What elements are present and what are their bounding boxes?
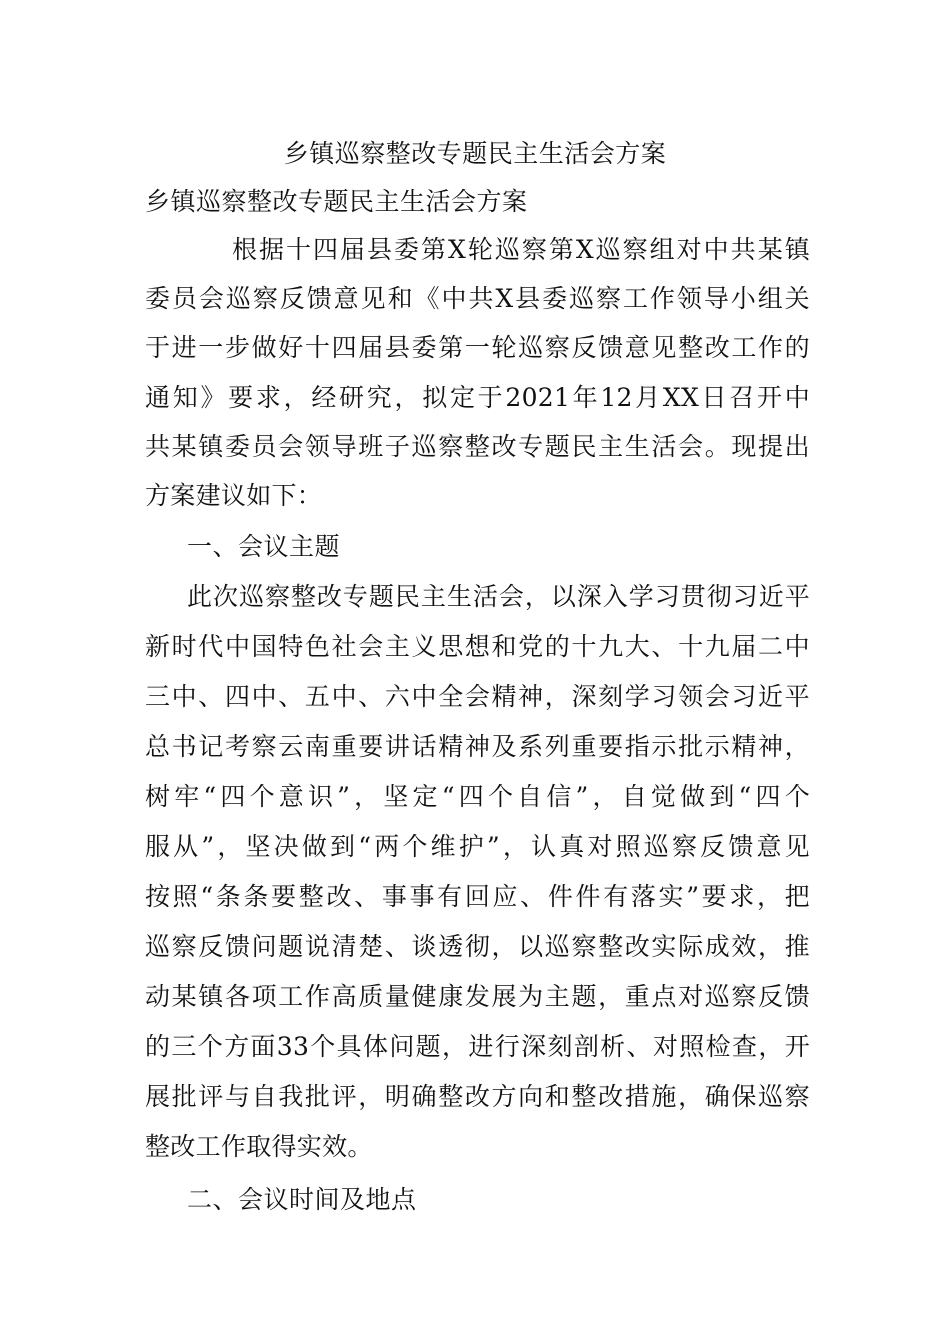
intro-line: 通知》要求，经研究，拟定于2021年12月XX日召开中 (145, 383, 810, 412)
section-heading-theme: 一、会议主题 (187, 532, 341, 561)
section1-line: 巡察反馈问题说清楚、谈透彻，以巡察整改实际成效，推 (145, 932, 810, 961)
section1-line: 新时代中国特色社会主义思想和党的十九大、十九届二中 (145, 632, 810, 661)
intro-line: 方案建议如下： (145, 481, 323, 510)
intro-line: 根据十四届县委第X轮巡察第X巡察组对中共某镇 (232, 235, 810, 264)
document-title: 乡镇巡察整改专题民主生活会方案 (283, 139, 667, 168)
section1-line: 整改工作取得实效。 (145, 1132, 373, 1161)
intro-line: 委员会巡察反馈意见和《中共X县委巡察工作领导小组关 (145, 284, 810, 313)
section1-line: 动某镇各项工作高质量健康发展为主题，重点对巡察反馈 (145, 982, 810, 1011)
intro-line: 于进一步做好十四届县委第一轮巡察反馈意见整改工作的 (145, 333, 810, 362)
section1-line: 按照“条条要整改、事事有回应、件件有落实”要求，把 (145, 882, 810, 911)
document-subtitle: 乡镇巡察整改专题民主生活会方案 (145, 187, 528, 216)
section1-line: 服从”，坚决做到“两个维护”，认真对照巡察反馈意见 (145, 832, 810, 861)
section1-line: 的三个方面33个具体问题，进行深刻剖析、对照检查，开 (145, 1032, 810, 1061)
section1-line: 此次巡察整改专题民主生活会，以深入学习贯彻习近平 (187, 582, 810, 611)
section1-line: 三中、四中、五中、六中全会精神，深刻学习领会习近平 (145, 682, 810, 711)
section-heading-time-place: 二、会议时间及地点 (187, 1185, 417, 1214)
section1-line: 总书记考察云南重要讲话精神及系列重要指示批示精神， (145, 732, 810, 761)
section1-line: 树牢“四个意识”，坚定“四个自信”，自觉做到“四个 (145, 782, 810, 811)
intro-line: 共某镇委员会领导班子巡察整改专题民主生活会。现提出 (145, 432, 810, 461)
section1-line: 展批评与自我批评，明确整改方向和整改措施，确保巡察 (145, 1082, 810, 1111)
